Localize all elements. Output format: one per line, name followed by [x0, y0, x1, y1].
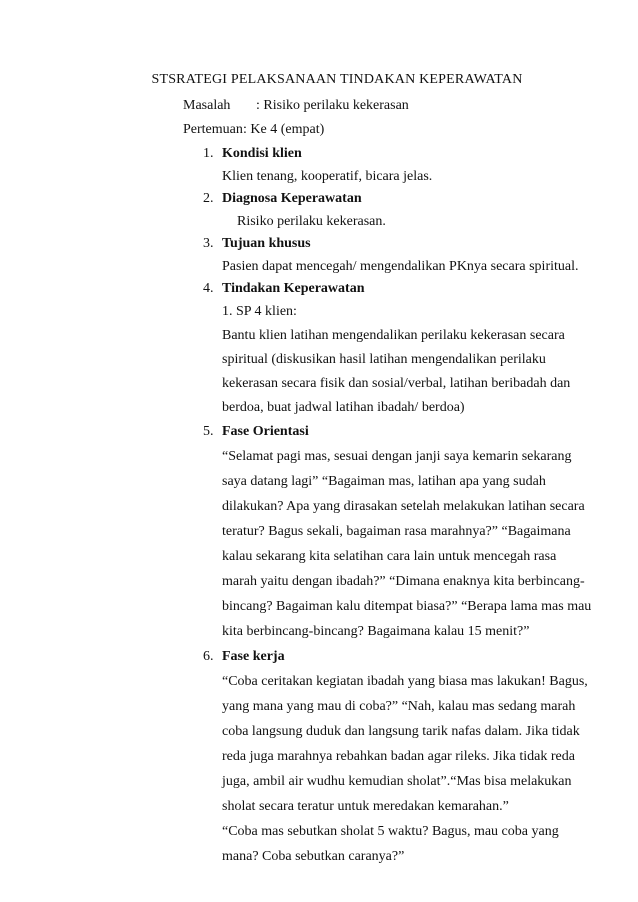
section-1-heading: Kondisi klien: [222, 146, 302, 161]
section-6-line: “Coba mas sebutkan sholat 5 waktu? Bagus, mau coba yang: [222, 824, 559, 839]
section-5-line: dilakukan? Apa yang dirasakan setelah melakukan latihan secara: [222, 499, 585, 514]
masalah-label: Masalah: [183, 98, 231, 113]
section-4-line: 1. SP 4 klien:: [222, 304, 297, 319]
section-4-line: kekerasan secara fisik dan sosial/verbal, latihan beribadah dan: [222, 376, 571, 391]
section-5-line: saya datang lagi” “Bagaiman mas, latihan apa yang sudah: [222, 474, 546, 489]
section-3-line: Pasien dapat mencegah/ mengendalikan PKnya secara spiritual.: [222, 259, 579, 274]
section-6-line: coba langsung duduk dan langsung tarik nafas dalam. Jika tidak: [222, 724, 580, 739]
section-2-line: Risiko perilaku kekerasan.: [237, 214, 386, 229]
section-4-heading: Tindakan Keperawatan: [222, 281, 365, 296]
masalah-value: : Risiko perilaku kekerasan: [256, 98, 409, 113]
section-2-number: 2.: [203, 191, 214, 206]
section-5-heading: Fase Orientasi: [222, 424, 309, 439]
section-5-line: bincang? Bagaiman kalu ditempat biasa?” “Berapa lama mas mau: [222, 599, 592, 614]
section-5-line: kita berbincang-bincang? Bagaimana kalau 15 menit?”: [222, 624, 530, 639]
section-6-line: “Coba ceritakan kegiatan ibadah yang biasa mas lakukan! Bagus,: [222, 674, 588, 689]
pertemuan-label: Pertemuan: [183, 122, 243, 137]
section-3-number: 3.: [203, 236, 214, 251]
section-6-number: 6.: [203, 649, 214, 664]
section-5-line: “Selamat pagi mas, sesuai dengan janji saya kemarin sekarang: [222, 449, 572, 464]
section-6-line: mana? Coba sebutkan caranya?”: [222, 849, 405, 864]
section-1-line: Klien tenang, kooperatif, bicara jelas.: [222, 169, 433, 184]
section-4-line: spiritual (diskusikan hasil latihan mengendalikan perilaku: [222, 352, 546, 367]
section-6-line: juga, ambil air wudhu kemudian sholat”.“Mas bisa melakukan: [222, 774, 572, 789]
section-5-number: 5.: [203, 424, 214, 439]
section-1-number: 1.: [203, 146, 214, 161]
section-6-line: reda juga marahnya rebahkan badan agar rileks. Jika tidak reda: [222, 749, 575, 764]
pertemuan-row: [183, 122, 324, 138]
section-5-line: marah yaitu dengan ibadah?” “Dimana enaknya kita berbincang-: [222, 574, 585, 589]
masalah-row: [183, 98, 409, 114]
section-6-line: sholat secara teratur untuk meredakan kemarahan.”: [222, 799, 509, 814]
pertemuan-value: : Ke 4 (empat): [243, 122, 325, 137]
section-4-number: 4.: [203, 281, 214, 296]
section-3-heading: Tujuan khusus: [222, 236, 311, 251]
section-4-line: Bantu klien latihan mengendalikan perilaku kekerasan secara: [222, 328, 565, 343]
document-title: STSRATEGI PELAKSANAAN TINDAKAN KEPERAWATAN: [151, 72, 523, 87]
section-6-heading: Fase kerja: [222, 649, 285, 664]
section-5-line: teratur? Bagus sekali, bagaiman rasa marahnya?” “Bagaimana: [222, 524, 571, 539]
section-2-heading: Diagnosa Keperawatan: [222, 191, 362, 206]
section-5-line: kalau sekarang kita selatihan cara lain untuk mencegah rasa: [222, 549, 557, 564]
section-4-line: berdoa, buat jadwal latihan ibadah/ berdoa): [222, 400, 465, 415]
section-6-line: yang mana yang mau di coba?” “Nah, kalau mas sedang marah: [222, 699, 576, 714]
